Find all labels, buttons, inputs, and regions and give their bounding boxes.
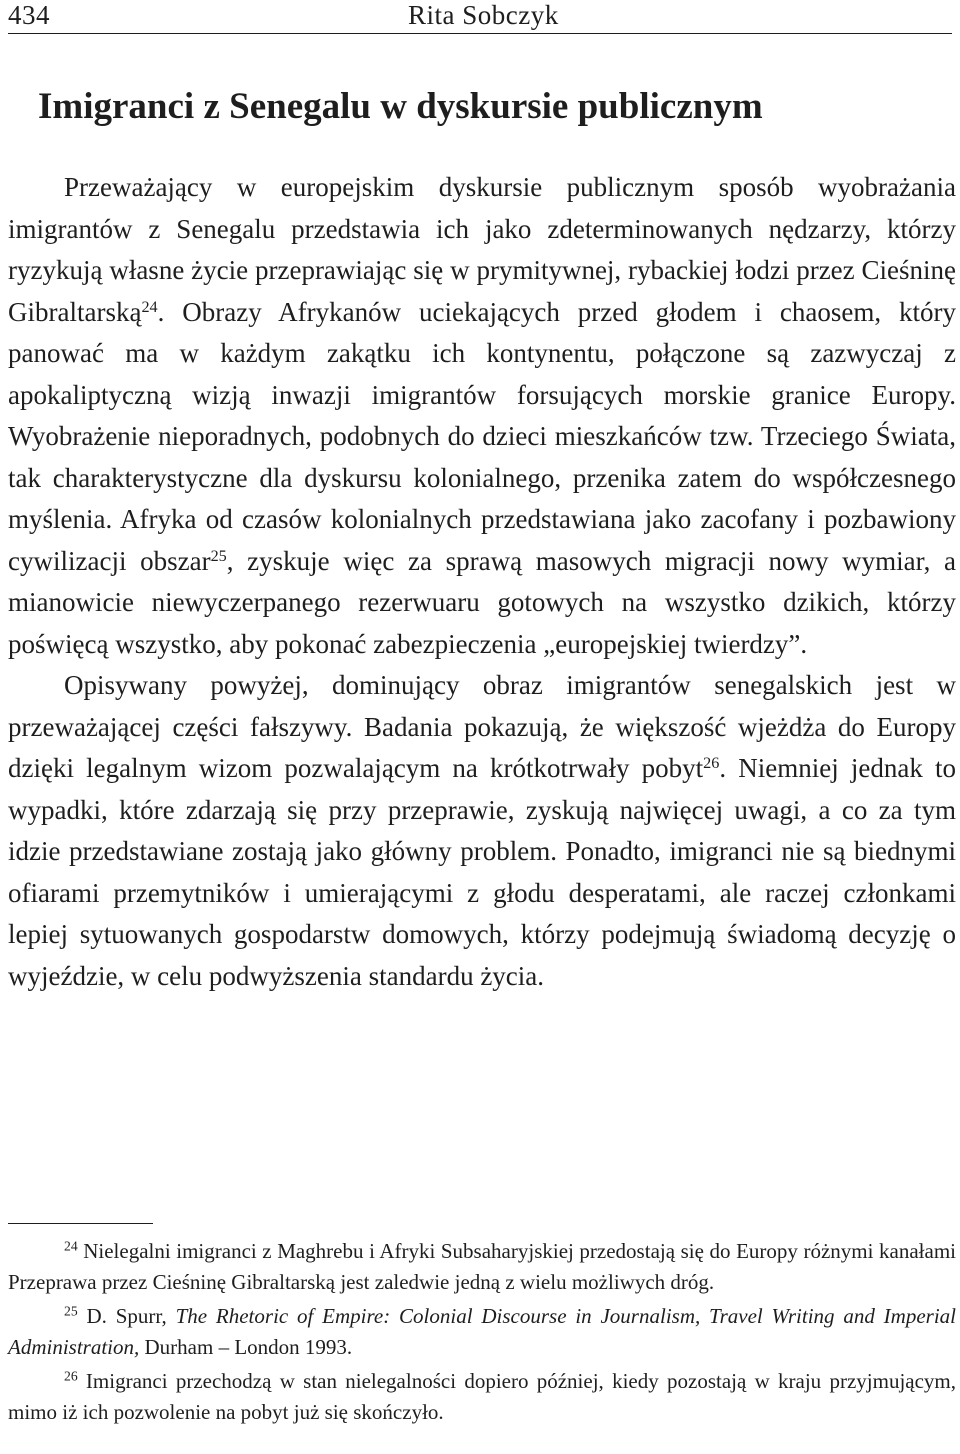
section-title: Imigranci z Senegalu w dyskursie publicznym	[38, 86, 763, 127]
footnote-ref-26[interactable]: 26	[703, 754, 720, 773]
footnote-number: 25	[64, 1303, 78, 1319]
footnote-publication: Durham – London 1993.	[139, 1335, 353, 1359]
footnote-24	[8, 1236, 956, 1298]
header-rule	[8, 33, 952, 34]
footnote-number: 26	[64, 1368, 78, 1384]
footnotes	[8, 1236, 956, 1428]
paragraph-1-text-b: . Obrazy Afrykanów uciekających przed głodem i chaosem, który panować ma w każdym zakątku ich kontynentu, połączone są zazwyczaj z apokaliptyczną wizją inwazji imigrantów forsujących morskie granice Europy. Wyobrażenie nieporadnych, podobnych do dzieci mieszkańców tzw. Trzeciego Świata, tak charakterystyczne dla dyskursu kolonialnego, przenika zatem do współczesnego myślenia. Afryka od czasów kolonialnych przedstawiana jako zacofany i pozbawiony cywilizacji obszar	[8, 296, 956, 576]
page-number: 434	[8, 0, 50, 30]
footnote-text: Imigranci przechodzą w stan nielegalności dopiero później, kiedy pozostają w kraju przyjmującym, mimo iż ich pozwolenie na pobyt już się skończyło.	[8, 1369, 956, 1424]
footnote-author: D. Spurr,	[86, 1304, 176, 1328]
paragraph-1-text-a: Przeważający w europejskim dyskursie publicznym sposób wyobrażania imigrantów z Senegalu przedstawia ich jako zdeterminowanych nędzarzy, którzy ryzykują własne życie przeprawiając się w prymitywnej, rybackiej łodzi przez Cieśninę Gibraltarską	[8, 172, 956, 327]
paragraph-2-text-b: . Niemniej jednak to wypadki, które zdarzają się przy przeprawie, zyskują najwięcej uwagi, a co za tym idzie przedstawiane zostają jako główny problem. Ponadto, imigranci nie są biednymi ofiarami przemytników i umierającymi z głodu desperatami, ale raczej członkami lepiej sytuowanych gospodarstw domowych, którzy podejmują świadomą decyzję o wyjeździe, w celu podwyższenia standardu życia.	[8, 753, 956, 991]
paragraph-1-text-c: , zyskuje więc za sprawą masowych migracji nowy wymiar, a mianowicie niewyczerpanego rezerwuaru gotowych na wszystko dzikich, którzy poświęcą wszystko, aby pokonać zabezpieczenia „europejskiej twierdzy”.	[8, 545, 956, 659]
paragraph-1	[8, 167, 956, 665]
footnote-ref-24[interactable]: 24	[141, 297, 158, 316]
paragraph-2-text-a: Opisywany powyżej, dominujący obraz imigrantów senegalskich jest w przeważającej części fałszywy. Badania pokazują, że większość wjeżdża do Europy dzięki legalnym wizom pozwalającym na krótkotrwały pobyt	[8, 670, 956, 783]
footnote-book-title: The Rhetoric of Empire: Colonial Discourse in Journalism, Travel Writing and Imperial Administration,	[8, 1304, 957, 1359]
body-text	[8, 167, 956, 997]
running-head-author: Rita Sobczyk	[408, 0, 559, 30]
footnote-number: 24	[64, 1238, 78, 1254]
footnote-ref-25[interactable]: 25	[210, 546, 227, 565]
page-header	[8, 0, 952, 30]
footnote-separator	[8, 1223, 153, 1224]
paragraph-2	[8, 665, 956, 997]
footnote-26	[8, 1366, 956, 1428]
footnote-25	[8, 1301, 956, 1363]
footnote-text: Nielegalni imigranci z Maghrebu i Afryki Subsaharyjskiej przedostają się do Europy różnymi kanałami Przeprawa przez Cieśninę Gibraltarską jest zaledwie jedną z wielu możliwych dróg.	[8, 1239, 956, 1294]
